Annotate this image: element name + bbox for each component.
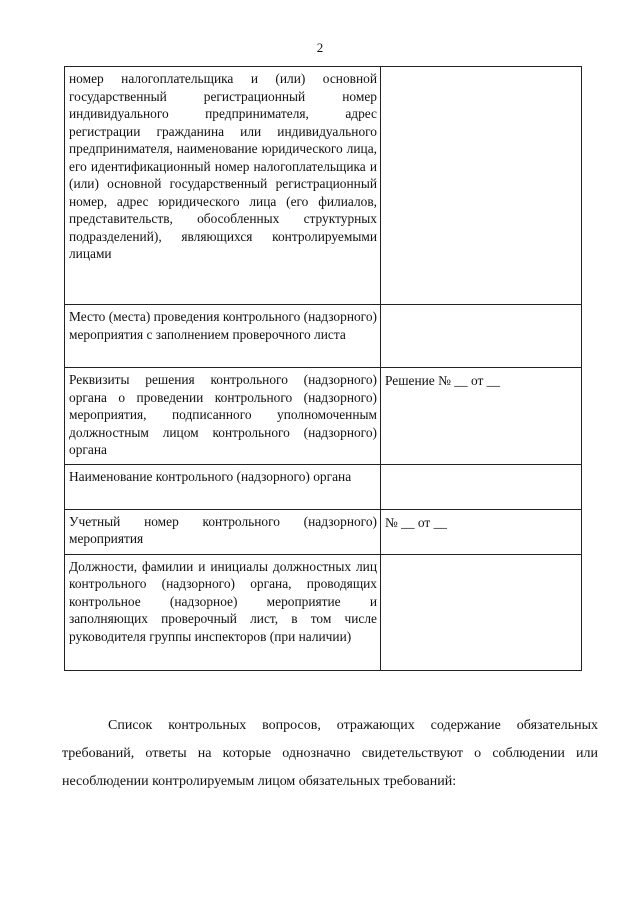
row-value-decision-details: Решение № __ от __: [381, 368, 582, 465]
checklist-info-table: [64, 66, 582, 671]
row-value-authority-name: [381, 464, 582, 509]
row-label-inspectors: Должности, фамилии и инициалы должностных лиц контрольного (надзорного) органа, проводящих контрольное (надзорное) мероприятие и заполняющих проверочный лист, в том числе руководителя группы инспекторов (при наличии): [65, 554, 381, 670]
table-row: [65, 509, 582, 554]
row-value-inspectors: [381, 554, 582, 670]
table-row: [65, 305, 582, 368]
row-label-inspection-place: Место (места) проведения контрольного (надзорного) мероприятия с заполнением проверочного листа: [65, 305, 381, 368]
table-row: [65, 368, 582, 465]
page-number: 2: [316, 40, 324, 55]
row-label-authority-name: Наименование контрольного (надзорного) органа: [65, 464, 381, 509]
row-label-decision-details: Реквизиты решения контрольного (надзорного) органа о проведении контрольного (надзорного) мероприятия, подписанного уполномоченным должностным лицом контрольного (надзорного) органа: [65, 368, 381, 465]
row-value-registration-number: № __ от __: [381, 509, 582, 554]
table-row: [65, 67, 582, 305]
row-value-inspection-place: [381, 305, 582, 368]
row-label-registration-number: Учетный номер контрольного (надзорного) мероприятия: [65, 509, 381, 554]
row-label-taxpayer-number: номер налогоплательщика и (или) основной государственный регистрационный номер индивидуального предпринимателя, адрес регистрации гражданина или индивидуального предпринимателя, наименование юридического лица, его идентификационный номер налогоплательщика и (или) основной государственный регистрационный номер, адрес юридического лица (его филиалов, представительств, обособленных структурных подразделений), являющихся контролируемыми лицами: [65, 67, 381, 305]
row-value-taxpayer-number: [381, 67, 582, 305]
table-row: [65, 554, 582, 670]
table-row: [65, 464, 582, 509]
control-questions-intro: Список контрольных вопросов, отражающих содержание обязательных требований, ответы на которые однозначно свидетельствуют о соблюдении или несоблюдении контролируемым лицом обязательных требований:: [62, 718, 598, 789]
